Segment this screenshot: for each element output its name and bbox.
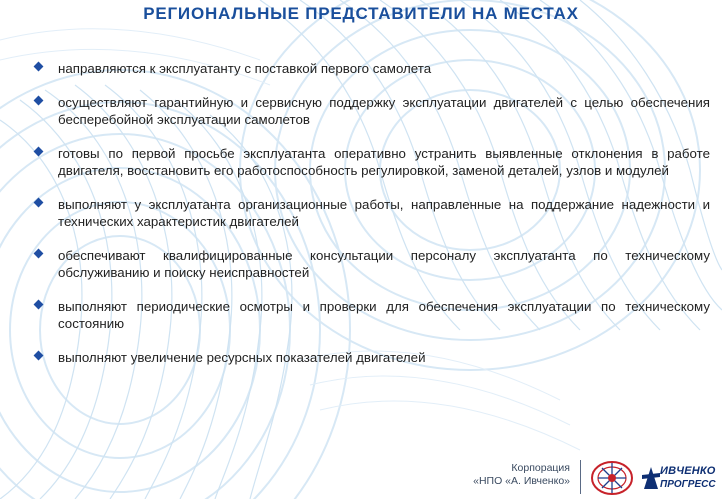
list-item <box>34 196 710 231</box>
brand-mark-icon <box>642 463 660 491</box>
diamond-bullet-icon <box>34 248 44 258</box>
list-item <box>34 60 710 78</box>
brand-subtitle: ПРОГРЕСС <box>660 479 716 490</box>
corporation-label <box>470 462 570 488</box>
list-item-text: выполняют увеличение ресурсных показателей двигателей <box>58 349 426 365</box>
diamond-bullet-icon <box>34 146 44 156</box>
corporation-line-1: Корпорация <box>511 462 570 474</box>
list-item-text: выполняют у эксплуатанта организационные работы, направленные на поддержание надежности и технических характеристик двигателей <box>58 196 710 229</box>
list-item-text: выполняют периодические осмотры и проверки для обеспечения эксплуатации по техническому состоянию <box>58 298 710 331</box>
diamond-bullet-icon <box>34 299 44 309</box>
bullet-list <box>34 60 710 382</box>
diamond-bullet-icon <box>34 95 44 105</box>
corporation-line-2: «НПО «А. Ивченко» <box>473 475 570 487</box>
diamond-bullet-icon <box>34 350 44 360</box>
diamond-bullet-icon <box>34 197 44 207</box>
footer-branding <box>470 458 722 499</box>
footer-divider <box>580 460 581 494</box>
list-item <box>34 298 710 333</box>
list-item-text: готовы по первой просьбе эксплуатанта оперативно устранить выявленные отклонения в работе двигателя, восстановить его работоспособность регулировкой, заменой деталей, узлов и модулей <box>58 145 710 178</box>
list-item <box>34 145 710 180</box>
corporation-emblem-icon <box>590 460 634 496</box>
list-item-text: осуществляют гарантийную и сервисную поддержку эксплуатации двигателей с целью обеспечения бесперебойной эксплуатации самолетов <box>58 94 710 127</box>
brand-name: ИВЧЕНКО <box>660 465 716 477</box>
diamond-bullet-icon <box>34 62 44 72</box>
list-item <box>34 247 710 282</box>
brand-logo <box>642 462 722 496</box>
list-item <box>34 94 710 129</box>
list-item <box>34 349 710 367</box>
page-title: РЕГИОНАЛЬНЫЕ ПРЕДСТАВИТЕЛИ НА МЕСТАХ <box>143 4 579 23</box>
list-item-text: направляются к эксплуатанту с поставкой первого самолета <box>58 61 432 76</box>
list-item-text: обеспечивают квалифицированные консультации персоналу эксплуатанта по техническому обслуживанию и поиску неисправностей <box>58 247 710 280</box>
